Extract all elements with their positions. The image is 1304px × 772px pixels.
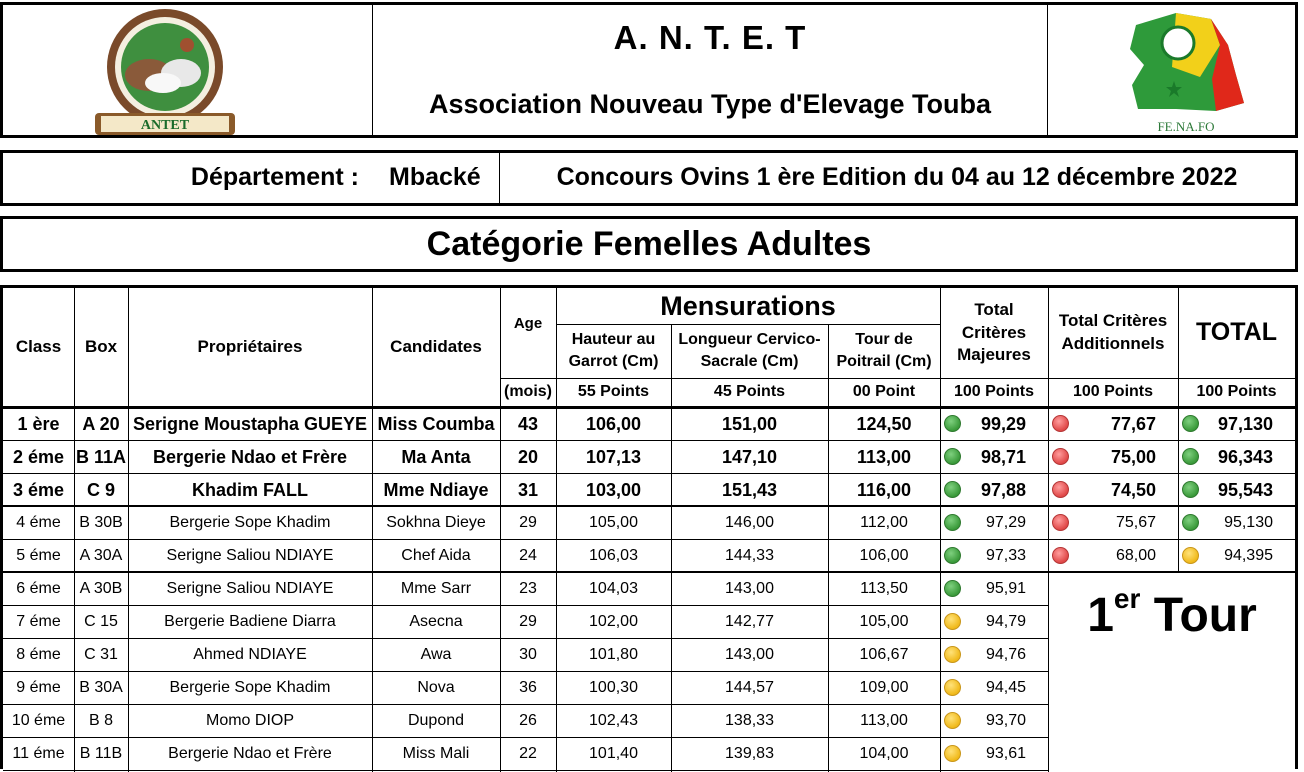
cell-candidate: Sokhna Dieye: [386, 514, 486, 531]
cell-owner: Ahmed NDIAYE: [193, 646, 307, 663]
green-status-icon: [1182, 481, 1199, 498]
cell-owner: Serigne Saliou NDIAYE: [166, 547, 334, 564]
cell-length: 147,10: [721, 446, 778, 467]
acronym-title: A. N. T. E. T: [613, 19, 807, 56]
header-banner: [0, 2, 1298, 138]
header-major: Total Critères Majeures: [957, 299, 1031, 365]
points-length: 45 Points: [713, 383, 786, 400]
table-row: [3, 672, 1048, 705]
yellow-status-icon: [944, 745, 961, 762]
header-box: Box: [84, 336, 118, 356]
round-text: Tour: [1153, 589, 1257, 642]
cell-length: 142,77: [725, 613, 774, 630]
table-row: [3, 540, 1295, 573]
cell-class: 8 éme: [16, 646, 61, 663]
cell-box: A 30A: [79, 547, 123, 564]
yellow-status-icon: [944, 679, 961, 696]
cell-length: 144,57: [725, 679, 774, 696]
cell-height: 100,30: [589, 679, 638, 696]
grid-line: [556, 324, 940, 325]
points-additional: 100 Points: [1072, 383, 1154, 400]
cell-additional: 75,67: [1115, 514, 1156, 531]
cell-box: C 9: [86, 479, 115, 500]
cell-candidate: Mme Sarr: [400, 580, 472, 597]
yellow-status-icon: [944, 646, 961, 663]
cell-class: 4 éme: [16, 514, 61, 531]
cell-chest: 106,00: [859, 547, 909, 564]
cell-owner: Bergerie Badiene Diarra: [164, 613, 336, 630]
cell-total: 97,130: [1217, 413, 1273, 434]
cell-candidate: Miss Mali: [402, 745, 470, 762]
cell-major: 93,61: [985, 745, 1026, 762]
red-status-icon: [1052, 415, 1069, 432]
green-status-icon: [1182, 448, 1199, 465]
cell-height: 102,00: [589, 613, 638, 630]
grid-line: [828, 324, 829, 772]
cell-class: 2 éme: [12, 446, 65, 467]
category-bar: [0, 216, 1298, 272]
cell-owner: Khadim FALL: [192, 479, 308, 500]
cell-owner: Bergerie Ndao et Frère: [168, 745, 332, 762]
cell-chest: 109,00: [859, 679, 909, 696]
cell-additional: 75,00: [1110, 446, 1156, 467]
fenafo-logo: [1116, 5, 1256, 137]
department-label: Département :: [190, 163, 359, 191]
cell-length: 139,83: [725, 745, 774, 762]
cell-box: B 30B: [79, 514, 123, 531]
red-status-icon: [1052, 481, 1069, 498]
table-row: [3, 474, 1295, 507]
cell-major: 94,79: [985, 613, 1026, 630]
round-suffix: er: [1113, 583, 1141, 614]
cell-chest: 113,00: [856, 446, 912, 467]
cell-height: 104,03: [589, 580, 638, 597]
antet-logo-text: ANTET: [140, 118, 190, 133]
cell-age: 22: [519, 745, 537, 762]
cell-candidate: Awa: [420, 646, 452, 663]
cell-age: 36: [519, 679, 537, 696]
cell-age: 31: [517, 479, 539, 500]
table-row: [3, 408, 1295, 441]
grid-line: [74, 288, 75, 772]
cell-major: 97,88: [980, 479, 1026, 500]
cell-class: 5 éme: [16, 547, 61, 564]
yellow-status-icon: [944, 712, 961, 729]
cell-age: 29: [519, 613, 537, 630]
category-title: Catégorie Femelles Adultes: [426, 225, 872, 263]
cell-box: A 20: [82, 413, 120, 434]
header-chest: Tour de Poitrail (Cm): [836, 331, 932, 370]
cell-age: 29: [519, 514, 537, 531]
cell-height: 106,00: [585, 413, 642, 434]
cell-candidate: Ma Anta: [401, 446, 471, 467]
cell-class: 9 éme: [16, 679, 61, 696]
fenafo-logo-text: FE.NA.FO: [1157, 119, 1215, 134]
cell-height: 101,80: [589, 646, 638, 663]
cell-candidate: Chef Aida: [401, 547, 471, 564]
cell-major: 97,29: [985, 514, 1026, 531]
cell-age: 23: [519, 580, 537, 597]
cell-chest: 113,50: [860, 580, 908, 597]
cell-class: 6 éme: [16, 580, 61, 597]
red-status-icon: [1052, 514, 1069, 531]
cell-height: 101,40: [589, 745, 638, 762]
cell-chest: 116,00: [856, 479, 912, 500]
cell-box: C 31: [84, 646, 118, 663]
header-class: Class: [15, 336, 62, 356]
header-candidates: Candidates: [390, 336, 482, 356]
green-status-icon: [944, 547, 961, 564]
cell-box: B 11B: [79, 745, 123, 762]
cell-major: 93,70: [985, 712, 1026, 729]
green-status-icon: [944, 448, 961, 465]
cell-major: 98,71: [980, 446, 1026, 467]
cell-height: 107,13: [585, 446, 642, 467]
grid-line: [940, 288, 941, 772]
green-status-icon: [944, 514, 961, 531]
results-table: [0, 285, 1298, 769]
cell-candidate: Dupond: [407, 712, 465, 729]
grid-line: [372, 288, 373, 772]
cell-additional: 74,50: [1110, 479, 1156, 500]
cell-owner: Bergerie Sope Khadim: [169, 514, 331, 531]
header-age-unit: (mois): [504, 383, 552, 401]
cell-candidate: Mme Ndiaye: [383, 479, 489, 500]
cell-chest: 113,00: [860, 712, 908, 729]
points-height: 55 Points: [577, 383, 650, 400]
cell-class: 1 ère: [17, 413, 60, 434]
cell-chest: 105,00: [859, 613, 909, 630]
cell-box: A 30B: [79, 580, 123, 597]
cell-length: 146,00: [725, 514, 774, 531]
grid-line: [1048, 288, 1049, 772]
cell-total: 96,343: [1217, 446, 1273, 467]
cell-class: 3 éme: [12, 479, 65, 500]
cell-class: 11 éme: [12, 745, 65, 762]
cell-owner: Bergerie Ndao et Frère: [152, 446, 348, 467]
table-row: [3, 441, 1295, 474]
round-label: [1049, 583, 1295, 643]
association-name: Association Nouveau Type d'Elevage Touba: [428, 89, 992, 119]
cell-box: B 8: [88, 712, 113, 729]
cell-major: 99,29: [980, 413, 1026, 434]
antet-logo: [89, 5, 249, 137]
cell-owner: Serigne Moustapha GUEYE: [132, 413, 368, 434]
red-status-icon: [1052, 448, 1069, 465]
red-status-icon: [1052, 547, 1069, 564]
points-total: 100 Points: [1196, 383, 1277, 400]
points-chest: 00 Point: [852, 383, 916, 400]
table-row: [3, 606, 1048, 639]
header-length: Longueur Cervico-Sacrale (Cm): [678, 331, 821, 370]
grid-line: [1178, 288, 1179, 573]
grid-line: [500, 288, 501, 772]
cell-length: 151,43: [721, 479, 778, 500]
cell-class: 7 éme: [16, 613, 61, 630]
cell-chest: 104,00: [859, 745, 909, 762]
cell-class: 10 éme: [11, 712, 66, 729]
cell-candidate: Miss Coumba: [377, 413, 495, 434]
cell-owner: Serigne Saliou NDIAYE: [166, 580, 334, 597]
cell-box: B 30A: [79, 679, 123, 696]
table-row: [3, 705, 1048, 738]
cell-candidate: Asecna: [409, 613, 463, 630]
cell-box: C 15: [84, 613, 118, 630]
green-status-icon: [1182, 514, 1199, 531]
yellow-status-icon: [944, 613, 961, 630]
contest-title: Concours Ovins 1 ère Edition du 04 au 12 décembre 2022: [556, 163, 1238, 191]
green-status-icon: [944, 481, 961, 498]
cell-length: 144,33: [725, 547, 774, 564]
table-row: [3, 738, 1048, 771]
cell-major: 95,91: [985, 580, 1026, 597]
cell-major: 94,45: [985, 679, 1026, 696]
cell-owner: Bergerie Sope Khadim: [169, 679, 331, 696]
grid-line: [671, 324, 672, 772]
cell-age: 26: [519, 712, 537, 729]
header-additional: Total Critères Additionnels: [1058, 311, 1168, 353]
right-logo-cell: [1048, 5, 1295, 135]
cell-age: 20: [517, 446, 539, 467]
cell-total: 95,130: [1224, 514, 1273, 531]
cell-major: 97,33: [985, 547, 1026, 564]
cell-height: 106,03: [589, 547, 638, 564]
cell-chest: 124,50: [856, 413, 912, 434]
cell-age: 30: [519, 646, 537, 663]
cell-height: 105,00: [589, 514, 638, 531]
left-logo-cell: [3, 5, 373, 135]
department-bar: [0, 150, 1298, 206]
header-owners: Propriétaires: [197, 336, 303, 356]
table-row: [3, 573, 1048, 606]
header-total: TOTAL: [1195, 318, 1277, 347]
header-age: Age: [513, 314, 543, 332]
green-status-icon: [944, 415, 961, 432]
header-measurements: Mensurations: [660, 290, 836, 321]
cell-height: 103,00: [585, 479, 642, 500]
round-number: 1: [1087, 589, 1114, 642]
grid-line: [500, 378, 1295, 379]
yellow-status-icon: [1182, 547, 1199, 564]
green-status-icon: [944, 580, 961, 597]
cell-total: 94,395: [1224, 547, 1273, 564]
grid-line: [556, 288, 557, 772]
cell-age: 24: [519, 547, 537, 564]
cell-chest: 112,00: [860, 514, 908, 531]
table-row: [3, 507, 1295, 540]
title-cell: [373, 5, 1048, 135]
cell-candidate: Nova: [417, 679, 455, 696]
cell-chest: 106,67: [859, 646, 909, 663]
cell-length: 138,33: [725, 712, 774, 729]
cell-total: 95,543: [1217, 479, 1273, 500]
grid-line: [128, 288, 129, 772]
points-major: 100 Points: [953, 383, 1035, 400]
cell-box: B 11A: [75, 446, 127, 467]
cell-length: 143,00: [725, 646, 774, 663]
cell-age: 43: [517, 413, 539, 434]
cell-owner: Momo DIOP: [205, 712, 294, 729]
cell-additional: 77,67: [1110, 413, 1156, 434]
header-height: Hauteur au Garrot (Cm): [568, 331, 659, 370]
department-value: Mbacké: [389, 163, 481, 191]
table-row: [3, 639, 1048, 672]
cell-major: 94,76: [985, 646, 1026, 663]
cell-additional: 68,00: [1115, 547, 1156, 564]
green-status-icon: [1182, 415, 1199, 432]
cell-height: 102,43: [589, 712, 638, 729]
cell-length: 143,00: [725, 580, 774, 597]
cell-length: 151,00: [721, 413, 778, 434]
